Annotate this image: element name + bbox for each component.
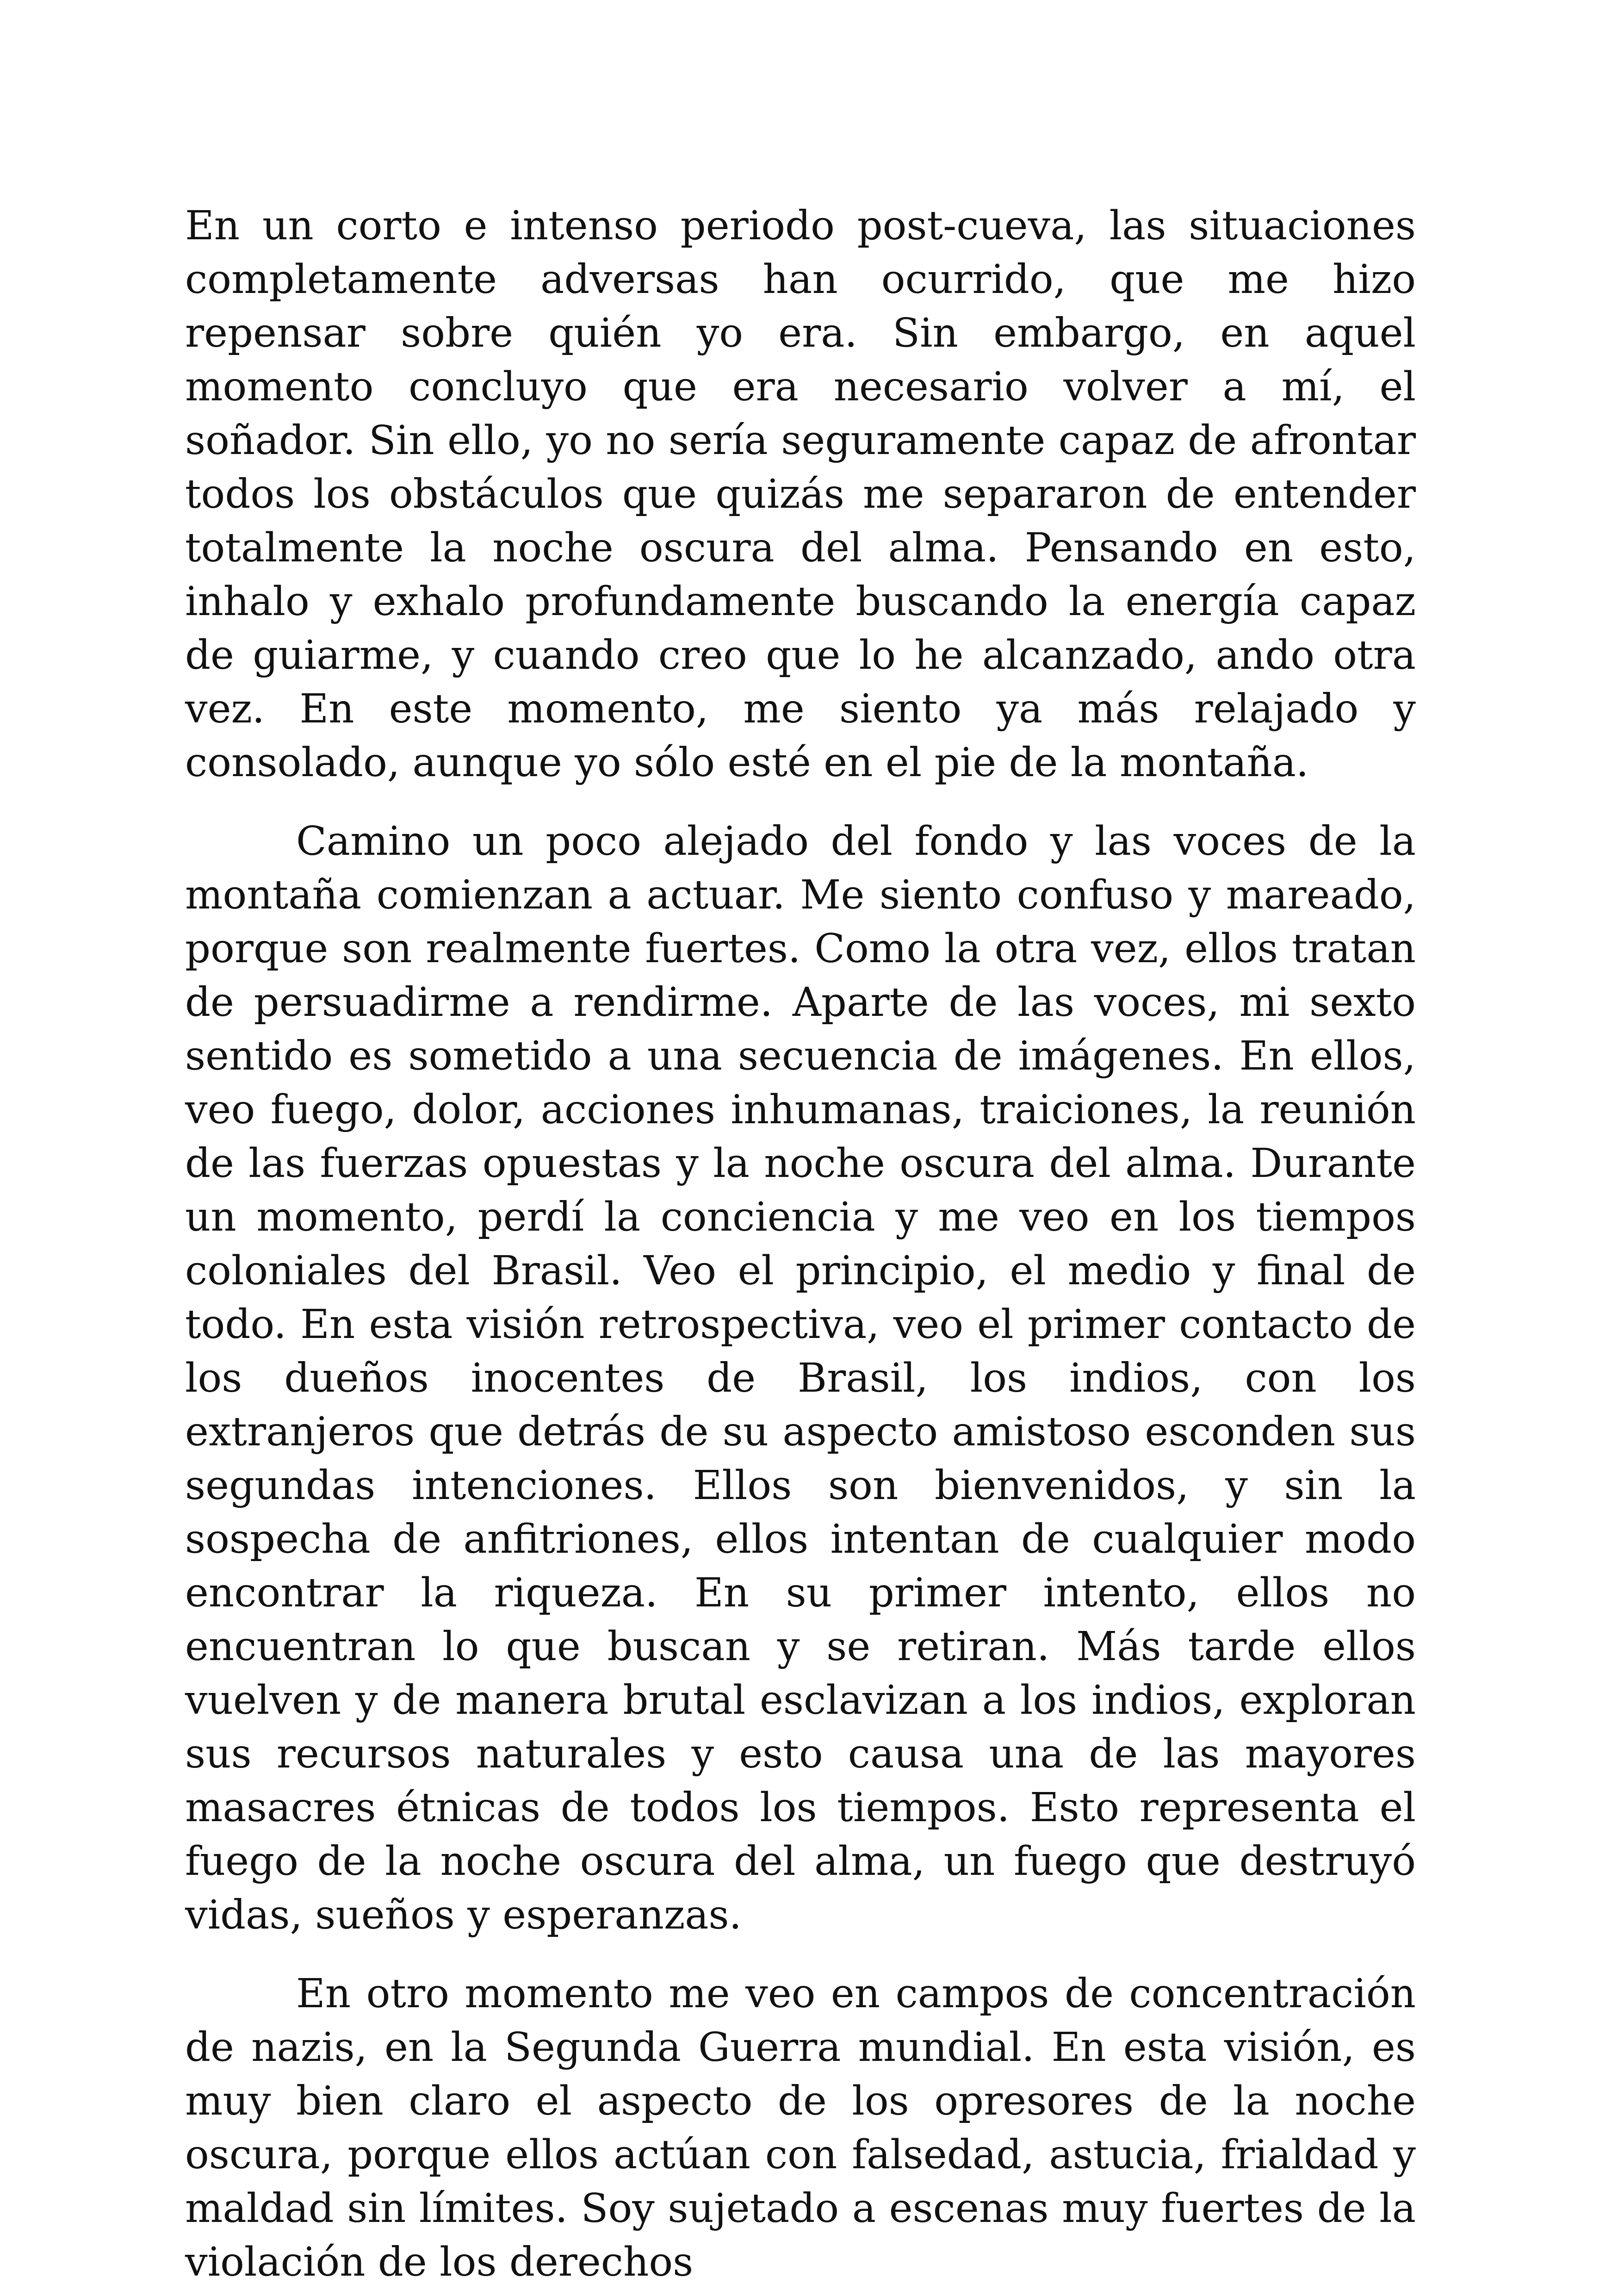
paragraph-1: En un corto e intenso periodo post-cueva, las situaciones completamente adversas han ocurrido, que me hizo repensar sobre quién yo era. Sin embargo, en aquel momento concluyo que era necesario volver a mí, el soñador. Sin ello, yo no sería seguramente capaz de afrontar todos los obstáculos que quizás me separaron de entender totalmente la noche oscura del alma. Pensando en esto, inhalo y exhalo profundamente buscando la energía capaz de guiarme, y cuando creo que lo he alcanzado, ando otra vez. En este momento, me siento ya más relajado y consolado, aunque yo sólo esté en el pie de la montaña. xyxy=(185,203,1416,786)
paragraph-3: En otro momento me veo en campos de concentración de nazis, en la Segunda Guerra mundial. En esta visión, es muy bien claro el aspecto de los opresores de la noche oscura, porque ellos actúan con falsedad, astucia, frialdad y maldad sin límites. Soy sujetado a escenas muy fuertes de la violación de los derechos xyxy=(185,1971,1416,2285)
paragraph-2: Camino un poco alejado del fondo y las voces de la montaña comienzan a actuar. Me siento confuso y mareado, porque son realmente fuertes. Como la otra vez, ellos tratan de persuadirme a rendirme. Aparte de las voces, mi sexto sentido es sometido a una secuencia de imágenes. En ellos, veo fuego, dolor, acciones inhumanas, traiciones, la reunión de las fuerzas opuestas y la noche oscura del alma. Durante un momento, perdí la conciencia y me veo en los tiempos coloniales del Brasil. Veo el principio, el medio y final de todo. En esta visión retrospectiva, veo el primer contacto de los dueños inocentes de Brasil, los indios, con los extranjeros que detrás de su aspecto amistoso esconden sus segundas intenciones. Ellos son bienvenidos, y sin la sospecha de anfitriones, ellos intentan de cualquier modo encontrar la riqueza. En su primer intento, ellos no encuentran lo que buscan y se retiran. Más tarde ellos vuelven y de manera brutal esclavizan a los indios, exploran sus recursos naturales y esto causa una de las mayores masacres étnicas de todos los tiempos. Esto representa el fuego de la noche oscura del alma, un fuego que destruyó vidas, sueños y esperanzas. xyxy=(185,818,1416,1938)
body-text xyxy=(185,199,1416,2296)
